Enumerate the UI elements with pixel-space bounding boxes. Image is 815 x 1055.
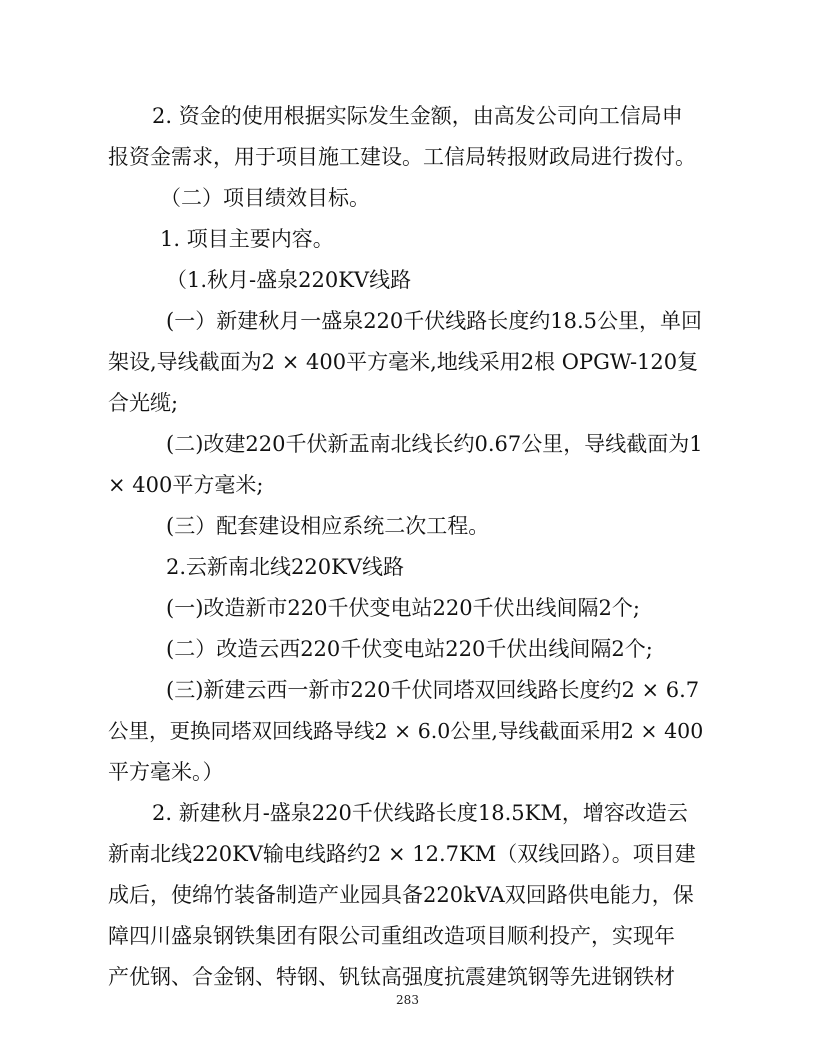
body-line-7: 架设,导线截面为2 × 400平方毫米,地线采用2根 OPGW-120复 <box>108 350 699 374</box>
item-heading-1: （1.秋月-盛泉220KV线路 <box>166 268 412 292</box>
body-line-15: (三)新建云西一新市220千伏同塔双回线路长度约2 × 6.7 <box>166 678 700 702</box>
body-line-13: (一)改造新市220千伏变电站220千伏出线间隔2个; <box>166 596 640 620</box>
body-line-16: 公里，更换同塔双回线路导线2 × 6.0公里,导线截面采用2 × 400 <box>108 719 704 743</box>
body-line-2: 报资金需求，用于项目施工建设。工信局转报财政局进行拨付。 <box>108 145 696 169</box>
subsection-heading: 1. 项目主要内容。 <box>160 227 334 251</box>
body-line-10: × 400平方毫米; <box>108 473 264 497</box>
body-line-11: (三）配套建设相应系统二次工程。 <box>166 514 490 538</box>
body-line-18: 2. 新建秋月-盛泉220千伏线路长度18.5KM，增容改造云 <box>152 801 688 825</box>
item-heading-2: 2.云新南北线220KV线路 <box>166 555 404 579</box>
page-number: 283 <box>396 993 419 1007</box>
body-line-8: 合光缆; <box>108 391 179 415</box>
body-line-17: 平方毫米。） <box>108 760 224 784</box>
body-line-20: 成后，使绵竹装备制造产业园具备220kVA双回路供电能力，保 <box>108 883 694 907</box>
body-line-9: (二)改建220千伏新盂南北线长约0.67公里，导线截面为1 <box>166 432 703 456</box>
body-line-22: 产优钢、合金钢、特钢、钒钛高强度抗震建筑钢等先进钢铁材 <box>108 965 675 989</box>
body-line-19: 新南北线220KV输电线路约2 × 12.7KM（双线回路）。项目建 <box>108 842 696 866</box>
body-line-14: (二）改造云西220千伏变电站220千伏出线间隔2个; <box>166 637 653 661</box>
body-line-1: 2. 资金的使用根据实际发生金额，由高发公司向工信局申 <box>152 104 683 128</box>
body-line-21: 障四川盛泉钢铁集团有限公司重组改造项目顺利投产，实现年 <box>108 924 675 948</box>
body-line-6: (一）新建秋月一盛泉220千伏线路长度约18.5公里，单回 <box>166 309 703 333</box>
section-heading: （二）项目绩效目标。 <box>160 186 370 210</box>
